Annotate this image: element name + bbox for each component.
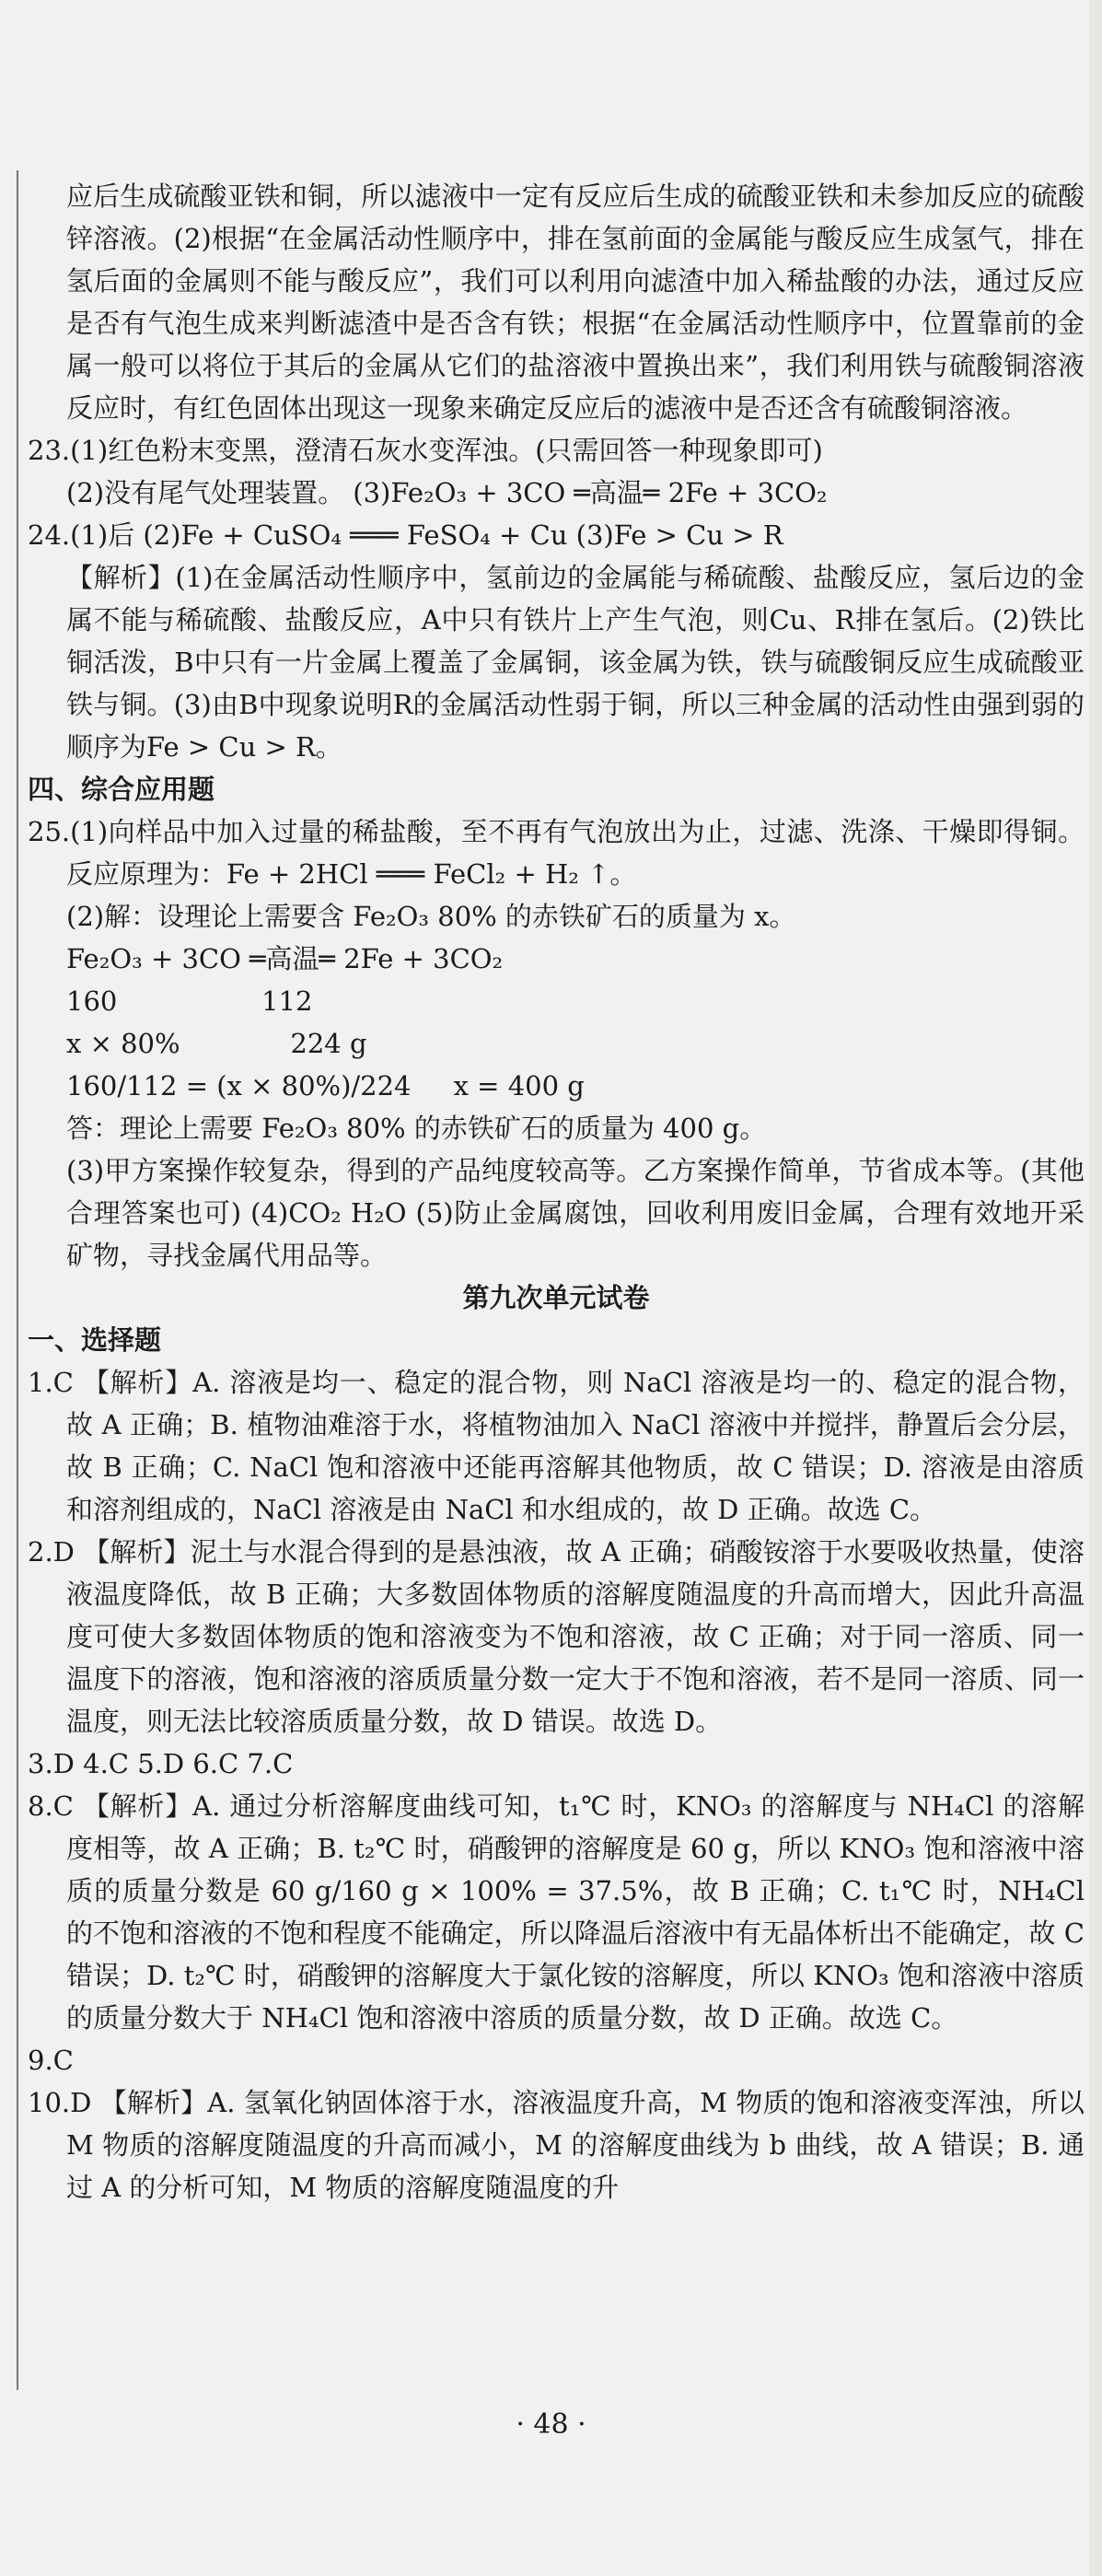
- answer-8: 8.C 【解析】A. 通过分析溶解度曲线可知，t₁℃ 时，KNO₃ 的溶解度与 NH₄Cl 的溶解度相等，故 A 正确；B. t₂℃ 时，硝酸钾的溶解度是 60 g，所以 KNO₃ 饱和溶液中溶质的质量分数是 60 g/160 g × 100% = 37.5%，故 B 正确；C. t₁℃ 时，NH₄Cl 的不饱和溶液的不饱和程度不能确定，所以降温后溶液中有无晶体析出不能确定，故 C 错误；D. t₂℃ 时，硝酸钾的溶解度大于氯化铵的溶解度，所以 KNO₃ 饱和溶液中溶质的质量分数大于 NH₄Cl 饱和溶液中溶质的质量分数，故 D 正确。故选 C。: [28, 1790, 1085, 2034]
- answer-9: 9.C: [28, 2045, 74, 2076]
- mass-ratio-line: 160 112: [66, 985, 313, 1017]
- answer-23-2-3: (2)没有尾气处理装置。 (3)Fe₂O₃ + 3CO ═高温═ 2Fe + 3CO₂: [66, 477, 828, 508]
- answer-24: 24.(1)后 (2)Fe + CuSO₄ ═══ FeSO₄ + Cu (3)Fe > Cu > R: [28, 519, 783, 551]
- answer-23-1: 23.(1)红色粉末变黑，澄清石灰水变浑浊。(只需回答一种现象即可): [28, 435, 823, 466]
- answer-statement: 答：理论上需要 Fe₂O₃ 80% 的赤铁矿石的质量为 400 g。: [66, 1113, 767, 1144]
- paragraph-22-continued: 应后生成硫酸亚铁和铜，所以滤液中一定有反应后生成的硫酸亚铁和未参加反应的硫酸锌溶液。(2)根据“在金属活动性顺序中，排在氢前面的金属能与酸反应生成氢气，排在氢后面的金属则不能与酸反应”，我们可以利用向滤渣中加入稀盐酸的办法，通过反应是否有气泡生成来判断滤渣中是否含有铁；根据“在金属活动性顺序中，位置靠前的金属一般可以将位于其后的金属从它们的盐溶液中置换出来”，我们利用铁与硫酸铜溶液反应时，有红色固体出现这一现象来确定反应后的滤液中是否还含有硫酸铜溶液。: [66, 181, 1085, 424]
- page-number: · 48 ·: [516, 2408, 586, 2441]
- left-margin-rule: [17, 170, 18, 2390]
- analysis-24: 【解析】(1)在金属活动性顺序中，氢前边的金属能与稀硫酸、盐酸反应，氢后边的金属不能与稀硫酸、盐酸反应，A中只有铁片上产生气泡，则Cu、R排在氢后。(2)铁比铜活泼，B中只有一片金属上覆盖了金属铜，该金属为铁，铁与硫酸铜反应生成硫酸亚铁与铜。(3)由B中现象说明R的金属活动性弱于铜，所以三种金属的活动性由强到弱的顺序为Fe > Cu > R。: [66, 562, 1085, 763]
- answer-1: 1.C 【解析】A. 溶液是均一、稳定的混合物，则 NaCl 溶液是均一的、稳定的混合物，故 A 正确；B. 植物油难溶于水，将植物油加入 NaCl 溶液中并搅拌，静置后会分层，故 B 正确；C. NaCl 饱和溶液中还能再溶解其他物质，故 C 错误；D. 溶液是由溶质和溶剂组成的，NaCl 溶液是由 NaCl 和水组成的，故 D 正确。故选 C。: [28, 1367, 1085, 1525]
- answer-25-1: 25.(1)向样品中加入过量的稀盐酸，至不再有气泡放出为止，过滤、洗涤、干燥即得铜。反应原理为：Fe + 2HCl ═══ FeCl₂ + H₂ ↑。: [28, 816, 1085, 890]
- adjacent-page-edge: [1089, 0, 1102, 2576]
- answer-2: 2.D 【解析】泥土与水混合得到的是悬浊液，故 A 正确；硝酸铵溶于水要吸收热量，使溶液温度降低，故 B 正确；大多数固体物质的溶解度随温度的升高而增大，因此升高温度可使大多数固体物质的饱和溶液变为不饱和溶液，故 C 正确；对于同一溶质、同一温度下的溶液，饱和溶液的溶质质量分数一定大于不饱和溶液，若不是同一溶质、同一温度，则无法比较溶质质量分数，故 D 错误。故选 D。: [28, 1536, 1085, 1737]
- answer-25-2-intro: (2)解：设理论上需要含 Fe₂O₃ 80% 的赤铁矿石的质量为 x。: [66, 901, 796, 932]
- unit-test-title: 第九次单元试卷: [462, 1282, 650, 1313]
- given-mass-line: x × 80% 224 g: [66, 1028, 367, 1059]
- section-heading-4: 四、综合应用题: [28, 774, 215, 805]
- answer-10: 10.D 【解析】A. 氢氧化钠固体溶于水，溶液温度升高，M 物质的饱和溶液变浑浊，所以 M 物质的溶解度随温度的升高而减小，M 的溶解度曲线为 b 曲线，故 A 错误；B. 通过 A 的分析可知，M 物质的溶解度随温度的升: [28, 2087, 1085, 2203]
- answer-25-3-5: (3)甲方案操作较复杂，得到的产品纯度较高等。乙方案操作简单，节省成本等。(其他合理答案也可) (4)CO₂ H₂O (5)防止金属腐蚀，回收利用废旧金属，合理有效地开采矿物，寻找金属代用品等。: [66, 1155, 1085, 1271]
- answer-text: [28, 175, 1085, 2209]
- answers-3-7: 3.D 4.C 5.D 6.C 7.C: [28, 1748, 294, 1779]
- equation-line: Fe₂O₃ + 3CO ═高温═ 2Fe + 3CO₂: [66, 943, 504, 974]
- section-heading-1: 一、选择题: [28, 1324, 162, 1356]
- proportion-line: 160/112 = (x × 80%)/224 x = 400 g: [66, 1070, 585, 1102]
